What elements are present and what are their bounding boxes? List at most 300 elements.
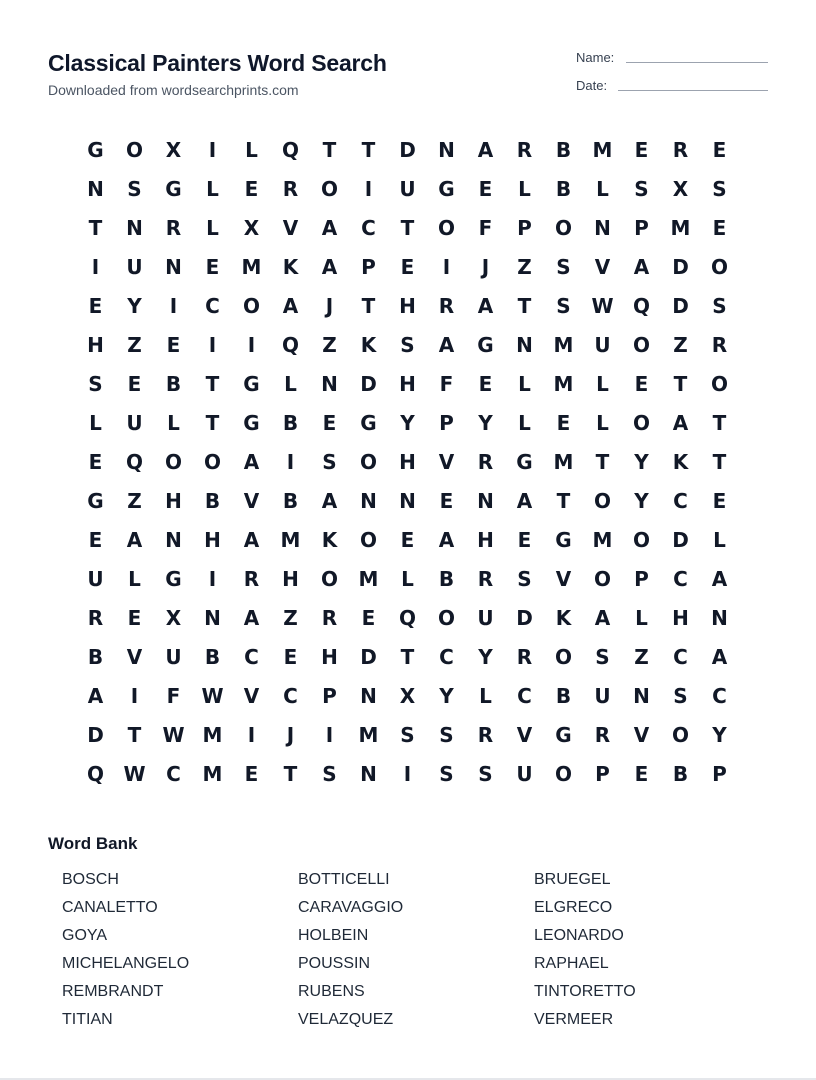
grid-letter: N: [321, 371, 338, 396]
grid-letter: O: [593, 488, 611, 513]
grid-letter: N: [360, 488, 377, 513]
letter-grid: [76, 130, 739, 793]
grid-letter: E: [712, 488, 727, 513]
grid-letter: J: [481, 254, 490, 279]
grid-letter: E: [361, 605, 376, 630]
grid-letter: E: [439, 488, 454, 513]
grid-letter: P: [517, 215, 532, 240]
grid-letter: G: [477, 332, 494, 357]
grid-letter: A: [711, 644, 728, 669]
grid-letter: V: [282, 215, 299, 240]
grid-letter: N: [87, 176, 104, 201]
grid-letter: C: [439, 644, 454, 669]
grid-letter: U: [165, 644, 182, 669]
grid-letter: S: [634, 176, 649, 201]
grid-letter: N: [126, 215, 143, 240]
grid-letter: M: [358, 566, 379, 591]
grid-letter: G: [555, 527, 572, 552]
grid-letter: C: [361, 215, 376, 240]
grid-letter: L: [713, 527, 726, 552]
grid-letter: C: [244, 644, 259, 669]
word-bank-item: VERMEER: [534, 1011, 614, 1028]
word-bank-item: MICHELANGELO: [62, 955, 190, 972]
grid-letter: O: [203, 449, 221, 474]
grid-letter: I: [208, 566, 217, 591]
grid-letter: M: [592, 527, 613, 552]
grid-letter: B: [555, 176, 572, 201]
grid-letter: R: [516, 644, 533, 669]
grid-letter: Q: [398, 605, 416, 630]
grid-letter: B: [555, 683, 572, 708]
grid-letter: Y: [478, 644, 493, 669]
grid-letter: I: [247, 722, 256, 747]
grid-letter: W: [162, 722, 185, 747]
grid-letter: I: [130, 683, 139, 708]
grid-letter: N: [399, 488, 416, 513]
grid-letter: C: [673, 644, 688, 669]
grid-letter: R: [282, 176, 299, 201]
word-bank-item: TITIAN: [62, 1011, 113, 1028]
grid-letter: L: [206, 215, 219, 240]
grid-letter: O: [710, 254, 728, 279]
grid-letter: A: [633, 254, 650, 279]
grid-letter: L: [401, 566, 414, 591]
grid-letter: X: [165, 137, 182, 162]
grid-letter: P: [439, 410, 454, 435]
grid-letter: Z: [634, 644, 649, 669]
grid-letter: E: [478, 371, 493, 396]
grid-letter: P: [712, 761, 727, 786]
word-bank-item: TINTORETTO: [534, 983, 636, 1000]
grid-letter: V: [126, 644, 143, 669]
grid-letter: W: [201, 683, 224, 708]
grid-letter: Z: [517, 254, 532, 279]
date-label: Date:: [576, 78, 608, 93]
grid-letter: T: [595, 449, 610, 474]
grid-letter: A: [282, 293, 299, 318]
grid-letter: Y: [712, 722, 727, 747]
grid-letter: I: [91, 254, 100, 279]
grid-letter: E: [634, 137, 649, 162]
grid-letter: S: [439, 722, 454, 747]
grid-letter: J: [286, 722, 295, 747]
grid-letter: U: [126, 410, 143, 435]
grid-letter: G: [516, 449, 533, 474]
grid-letter: S: [712, 176, 727, 201]
word-bank-item: BRUEGEL: [534, 871, 611, 888]
grid-letter: N: [633, 683, 650, 708]
grid-letter: K: [282, 254, 299, 279]
grid-letter: J: [325, 293, 334, 318]
grid-letter: G: [438, 176, 455, 201]
grid-letter: D: [360, 644, 377, 669]
grid-letter: O: [359, 449, 377, 474]
grid-letter: E: [517, 527, 532, 552]
grid-letter: V: [633, 722, 650, 747]
grid-letter: U: [87, 566, 104, 591]
grid-letter: S: [127, 176, 142, 201]
grid-letter: S: [673, 683, 688, 708]
grid-letter: U: [594, 683, 611, 708]
grid-letter: E: [88, 449, 103, 474]
grid-letter: L: [284, 371, 297, 396]
grid-letter: G: [555, 722, 572, 747]
grid-letter: E: [88, 293, 103, 318]
grid-letter: Y: [127, 293, 142, 318]
grid-letter: G: [243, 371, 260, 396]
grid-letter: K: [321, 527, 338, 552]
grid-letter: T: [127, 722, 142, 747]
grid-letter: T: [400, 644, 415, 669]
grid-letter: D: [672, 527, 689, 552]
grid-letter: N: [165, 527, 182, 552]
grid-letter: I: [403, 761, 412, 786]
grid-letter: D: [87, 722, 104, 747]
grid-letter: B: [204, 488, 221, 513]
grid-letter: M: [202, 722, 223, 747]
grid-letter: C: [205, 293, 220, 318]
grid-letter: N: [711, 605, 728, 630]
grid-letter: A: [243, 605, 260, 630]
grid-letter: L: [167, 410, 180, 435]
grid-letter: C: [712, 683, 727, 708]
grid-letter: O: [320, 176, 338, 201]
grid-letter: T: [205, 371, 220, 396]
grid-letter: A: [438, 527, 455, 552]
grid-letter: A: [672, 410, 689, 435]
grid-letter: S: [556, 293, 571, 318]
grid-letter: P: [361, 254, 376, 279]
grid-letter: R: [516, 137, 533, 162]
grid-letter: E: [400, 254, 415, 279]
grid-letter: R: [321, 605, 338, 630]
grid-letter: X: [672, 176, 689, 201]
grid-letter: S: [439, 761, 454, 786]
grid-letter: O: [554, 215, 572, 240]
grid-letter: Z: [283, 605, 298, 630]
grid-letter: H: [282, 566, 299, 591]
grid-letter: B: [282, 410, 299, 435]
grid-letter: O: [632, 410, 650, 435]
date-field: [576, 78, 607, 93]
word-bank-item: BOTTICELLI: [298, 871, 390, 888]
grid-letter: I: [286, 449, 295, 474]
grid-letter: W: [123, 761, 146, 786]
grid-letter: S: [517, 566, 532, 591]
grid-letter: L: [518, 410, 531, 435]
grid-letter: A: [321, 488, 338, 513]
grid-letter: U: [516, 761, 533, 786]
grid-letter: E: [322, 410, 337, 435]
grid-letter: Y: [634, 449, 649, 474]
grid-letter: T: [205, 410, 220, 435]
grid-letter: Y: [439, 683, 454, 708]
grid-letter: O: [320, 566, 338, 591]
grid-letter: E: [478, 176, 493, 201]
grid-letter: T: [361, 293, 376, 318]
grid-letter: M: [202, 761, 223, 786]
grid-letter: Q: [281, 332, 299, 357]
grid-letter: E: [556, 410, 571, 435]
grid-letter: Y: [400, 410, 415, 435]
grid-letter: O: [632, 332, 650, 357]
grid-letter: O: [593, 566, 611, 591]
grid-letter: E: [283, 644, 298, 669]
grid-letter: E: [205, 254, 220, 279]
word-bank-item: REMBRANDT: [62, 983, 164, 1000]
grid-letter: L: [596, 410, 609, 435]
grid-letter: K: [672, 449, 689, 474]
grid-letter: O: [164, 449, 182, 474]
grid-letter: O: [671, 722, 689, 747]
grid-letter: A: [321, 215, 338, 240]
grid-letter: I: [208, 332, 217, 357]
grid-letter: B: [438, 566, 455, 591]
grid-letter: H: [399, 293, 416, 318]
grid-letter: Q: [125, 449, 143, 474]
grid-letter: G: [243, 410, 260, 435]
word-bank-item: RAPHAEL: [534, 955, 609, 972]
grid-letter: V: [516, 722, 533, 747]
grid-letter: D: [360, 371, 377, 396]
grid-letter: O: [125, 137, 143, 162]
grid-letter: N: [516, 332, 533, 357]
page-title: Classical Painters Word Search: [48, 50, 387, 76]
grid-letter: G: [360, 410, 377, 435]
grid-letter: V: [243, 488, 260, 513]
source-credit: Downloaded from wordsearchprints.com: [48, 82, 299, 98]
grid-letter: N: [204, 605, 221, 630]
grid-letter: S: [595, 644, 610, 669]
word-bank-item: LEONARDO: [534, 927, 624, 944]
grid-letter: R: [438, 293, 455, 318]
grid-letter: U: [126, 254, 143, 279]
grid-letter: T: [712, 449, 727, 474]
name-label: Name:: [576, 50, 615, 65]
grid-letter: R: [594, 722, 611, 747]
grid-letter: S: [322, 761, 337, 786]
grid-letter: N: [594, 215, 611, 240]
grid-letter: B: [87, 644, 104, 669]
date-line: [618, 90, 768, 91]
grid-letter: I: [364, 176, 373, 201]
word-bank-item: GOYA: [62, 927, 108, 944]
grid-letter: Z: [127, 332, 142, 357]
grid-letter: N: [438, 137, 455, 162]
grid-letter: T: [283, 761, 298, 786]
grid-letter: E: [634, 371, 649, 396]
grid-letter: F: [439, 371, 454, 396]
grid-letter: H: [87, 332, 104, 357]
grid-letter: E: [88, 527, 103, 552]
grid-letter: C: [673, 566, 688, 591]
grid-letter: D: [399, 137, 416, 162]
grid-letter: Q: [86, 761, 104, 786]
grid-letter: B: [555, 137, 572, 162]
grid-letter: O: [632, 527, 650, 552]
grid-letter: C: [517, 683, 532, 708]
grid-letter: N: [165, 254, 182, 279]
grid-letter: T: [88, 215, 103, 240]
grid-letter: S: [400, 722, 415, 747]
grid-letter: A: [243, 527, 260, 552]
grid-letter: E: [712, 215, 727, 240]
grid-letter: A: [594, 605, 611, 630]
grid-letter: Y: [478, 410, 493, 435]
grid-letter: H: [165, 488, 182, 513]
grid-letter: R: [672, 137, 689, 162]
grid-letter: L: [518, 371, 531, 396]
grid-letter: E: [712, 137, 727, 162]
grid-letter: E: [127, 371, 142, 396]
grid-letter: G: [87, 488, 104, 513]
grid-letter: D: [672, 293, 689, 318]
grid-letter: B: [282, 488, 299, 513]
grid-letter: I: [247, 332, 256, 357]
grid-letter: C: [166, 761, 181, 786]
grid-letter: Q: [632, 293, 650, 318]
grid-letter: H: [399, 371, 416, 396]
grid-letter: T: [400, 215, 415, 240]
grid-letter: I: [169, 293, 178, 318]
grid-letter: Q: [281, 137, 299, 162]
grid-letter: T: [712, 410, 727, 435]
grid-letter: A: [477, 137, 494, 162]
grid-letter: A: [243, 449, 260, 474]
grid-letter: C: [673, 488, 688, 513]
grid-letter: A: [711, 566, 728, 591]
grid-letter: G: [165, 566, 182, 591]
grid-letter: A: [321, 254, 338, 279]
word-bank: [62, 866, 772, 1034]
name-line: [626, 62, 768, 63]
grid-letter: B: [672, 761, 689, 786]
grid-letter: R: [87, 605, 104, 630]
grid-letter: L: [89, 410, 102, 435]
grid-letter: V: [243, 683, 260, 708]
grid-letter: O: [437, 605, 455, 630]
grid-letter: T: [517, 293, 532, 318]
grid-letter: U: [477, 605, 494, 630]
grid-letter: N: [477, 488, 494, 513]
word-bank-item: HOLBEIN: [298, 927, 369, 944]
grid-letter: Z: [673, 332, 688, 357]
grid-letter: M: [358, 722, 379, 747]
grid-letter: K: [360, 332, 377, 357]
grid-letter: H: [477, 527, 494, 552]
grid-letter: S: [712, 293, 727, 318]
grid-letter: A: [516, 488, 533, 513]
grid-letter: V: [594, 254, 611, 279]
word-bank-item: CANALETTO: [62, 899, 158, 916]
grid-letter: O: [437, 215, 455, 240]
grid-letter: L: [128, 566, 141, 591]
grid-letter: E: [244, 176, 259, 201]
grid-letter: L: [479, 683, 492, 708]
grid-letter: L: [596, 176, 609, 201]
grid-letter: P: [322, 683, 337, 708]
word-bank-item: RUBENS: [298, 983, 365, 1000]
word-bank-item: ELGRECO: [534, 899, 613, 916]
grid-letter: Z: [127, 488, 142, 513]
grid-letter: M: [592, 137, 613, 162]
word-bank-item: VELAZQUEZ: [298, 1011, 394, 1028]
grid-letter: L: [596, 371, 609, 396]
grid-letter: P: [634, 566, 649, 591]
grid-letter: X: [399, 683, 416, 708]
word-bank-title: Word Bank: [48, 834, 138, 853]
grid-letter: O: [710, 371, 728, 396]
grid-letter: M: [670, 215, 691, 240]
grid-letter: A: [87, 683, 104, 708]
word-bank-item: CARAVAGGIO: [298, 899, 404, 916]
grid-letter: E: [244, 761, 259, 786]
grid-letter: S: [88, 371, 103, 396]
grid-letter: O: [242, 293, 260, 318]
grid-letter: U: [399, 176, 416, 201]
grid-letter: M: [553, 449, 574, 474]
grid-letter: S: [322, 449, 337, 474]
grid-letter: A: [438, 332, 455, 357]
grid-letter: V: [438, 449, 455, 474]
grid-letter: R: [477, 449, 494, 474]
grid-letter: L: [635, 605, 648, 630]
grid-letter: I: [442, 254, 451, 279]
grid-letter: N: [360, 683, 377, 708]
grid-letter: A: [477, 293, 494, 318]
grid-letter: S: [400, 332, 415, 357]
grid-letter: L: [518, 176, 531, 201]
grid-letter: H: [399, 449, 416, 474]
grid-letter: B: [204, 644, 221, 669]
grid-letter: R: [711, 332, 728, 357]
grid-letter: E: [634, 761, 649, 786]
grid-letter: Y: [634, 488, 649, 513]
grid-letter: M: [241, 254, 262, 279]
grid-letter: F: [478, 215, 493, 240]
grid-letter: E: [166, 332, 181, 357]
grid-letter: K: [555, 605, 572, 630]
grid-letter: S: [478, 761, 493, 786]
grid-letter: O: [554, 644, 572, 669]
grid-letter: C: [283, 683, 298, 708]
grid-letter: R: [477, 566, 494, 591]
grid-letter: T: [556, 488, 571, 513]
word-bank-item: BOSCH: [62, 871, 119, 888]
grid-letter: W: [591, 293, 614, 318]
grid-letter: I: [208, 137, 217, 162]
grid-letter: H: [204, 527, 221, 552]
grid-letter: G: [165, 176, 182, 201]
grid-letter: R: [165, 215, 182, 240]
grid-letter: X: [243, 215, 260, 240]
grid-letter: P: [634, 215, 649, 240]
grid-letter: X: [165, 605, 182, 630]
grid-letter: E: [400, 527, 415, 552]
grid-letter: T: [361, 137, 376, 162]
grid-letter: D: [672, 254, 689, 279]
grid-letter: M: [553, 332, 574, 357]
grid-letter: A: [126, 527, 143, 552]
grid-letter: S: [556, 254, 571, 279]
grid-letter: H: [321, 644, 338, 669]
grid-letter: T: [673, 371, 688, 396]
grid-letter: L: [206, 176, 219, 201]
grid-letter: M: [280, 527, 301, 552]
grid-letter: E: [127, 605, 142, 630]
grid-letter: V: [555, 566, 572, 591]
word-bank-item: POUSSIN: [298, 955, 371, 972]
